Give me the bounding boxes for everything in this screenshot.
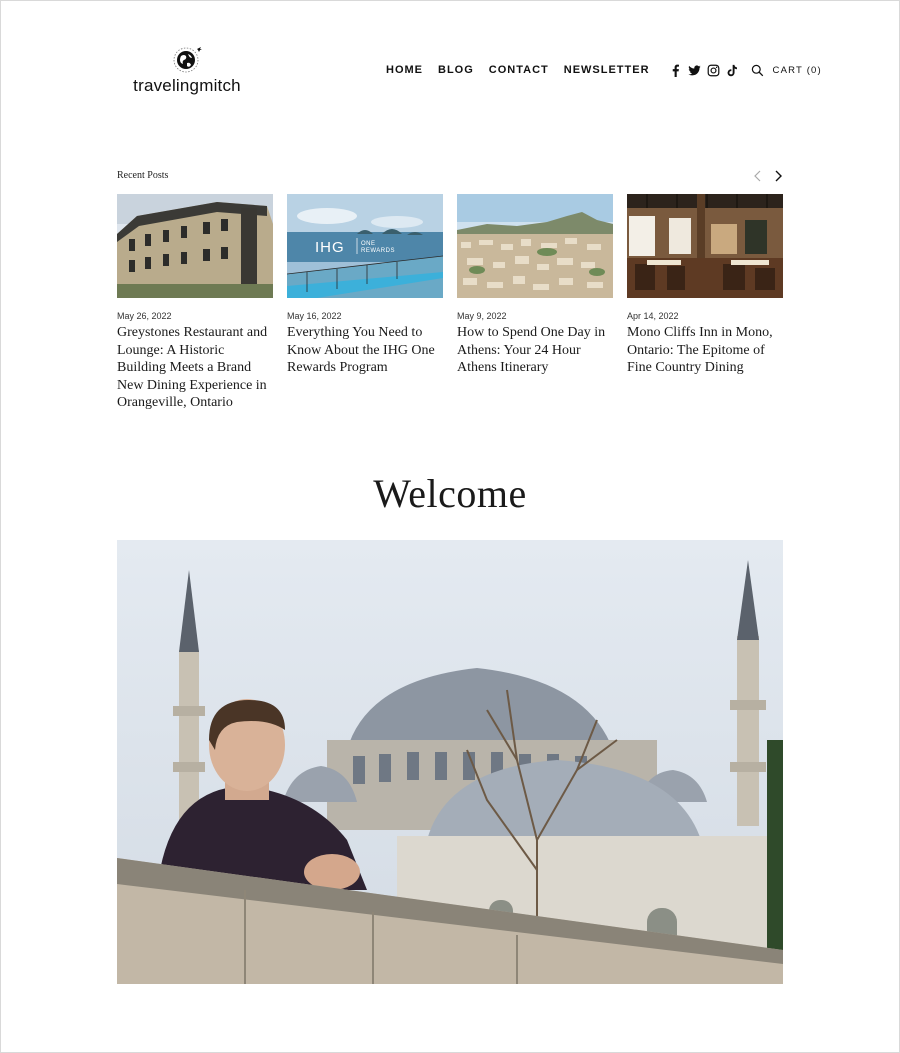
nav-blog[interactable]: BLOG xyxy=(438,64,474,76)
facebook-icon[interactable] xyxy=(669,63,683,77)
nav-home[interactable]: HOME xyxy=(386,64,423,76)
welcome-heading: Welcome xyxy=(373,471,527,516)
carousel-arrows xyxy=(752,169,784,183)
athens-city-photo[interactable] xyxy=(457,194,613,298)
post-card[interactable] xyxy=(457,194,613,412)
instagram-icon[interactable] xyxy=(707,63,721,77)
stone-building-photo[interactable] xyxy=(117,194,273,298)
chevron-right-icon[interactable] xyxy=(772,169,784,183)
post-card[interactable] xyxy=(627,194,783,412)
ihg-pool-photo[interactable] xyxy=(287,194,443,298)
ihg-rewards-text: REWARDS xyxy=(361,248,395,254)
recent-posts-label: Recent Posts xyxy=(117,170,169,181)
globe-airplane-icon xyxy=(170,44,204,74)
post-title[interactable]: How to Spend One Day in Athens: Your 24 Hour Athens Itinerary xyxy=(457,325,606,376)
nav-newsletter[interactable]: NEWSLETTER xyxy=(563,64,650,76)
nav-contact[interactable]: CONTACT xyxy=(488,64,549,76)
main-nav xyxy=(386,63,822,77)
dining-room-photo[interactable] xyxy=(627,194,783,298)
site-logo[interactable] xyxy=(126,44,248,96)
post-title[interactable]: Everything You Need to Know About the IHG One Rewards Program xyxy=(287,325,435,376)
post-date: Apr 14, 2022 xyxy=(627,311,679,321)
twitter-icon[interactable] xyxy=(688,63,702,77)
post-card[interactable] xyxy=(117,194,273,412)
post-date: May 26, 2022 xyxy=(117,311,172,321)
post-title[interactable]: Greystones Restaurant and Lounge: A Historic Building Meets a Brand New Dining Experience in Orangeville, Ontario xyxy=(117,325,268,411)
post-date: May 9, 2022 xyxy=(457,311,507,321)
post-card[interactable] xyxy=(287,194,443,412)
post-date: May 16, 2022 xyxy=(287,311,342,321)
social-links xyxy=(669,63,770,77)
post-title[interactable]: Mono Cliffs Inn in Mono, Ontario: The Epitome of Fine Country Dining xyxy=(627,325,773,376)
ihg-logo-text: IHG xyxy=(315,239,345,256)
ihg-one-text: ONE xyxy=(361,241,376,247)
recent-posts-list xyxy=(117,194,783,412)
tiktok-icon[interactable] xyxy=(726,63,740,77)
man-at-mosque-photo xyxy=(117,540,783,984)
chevron-left-icon[interactable] xyxy=(752,169,764,183)
search-icon[interactable] xyxy=(751,63,765,77)
brand-name: travelingmitch xyxy=(133,76,241,95)
cart-link[interactable]: CART (0) xyxy=(772,64,822,76)
